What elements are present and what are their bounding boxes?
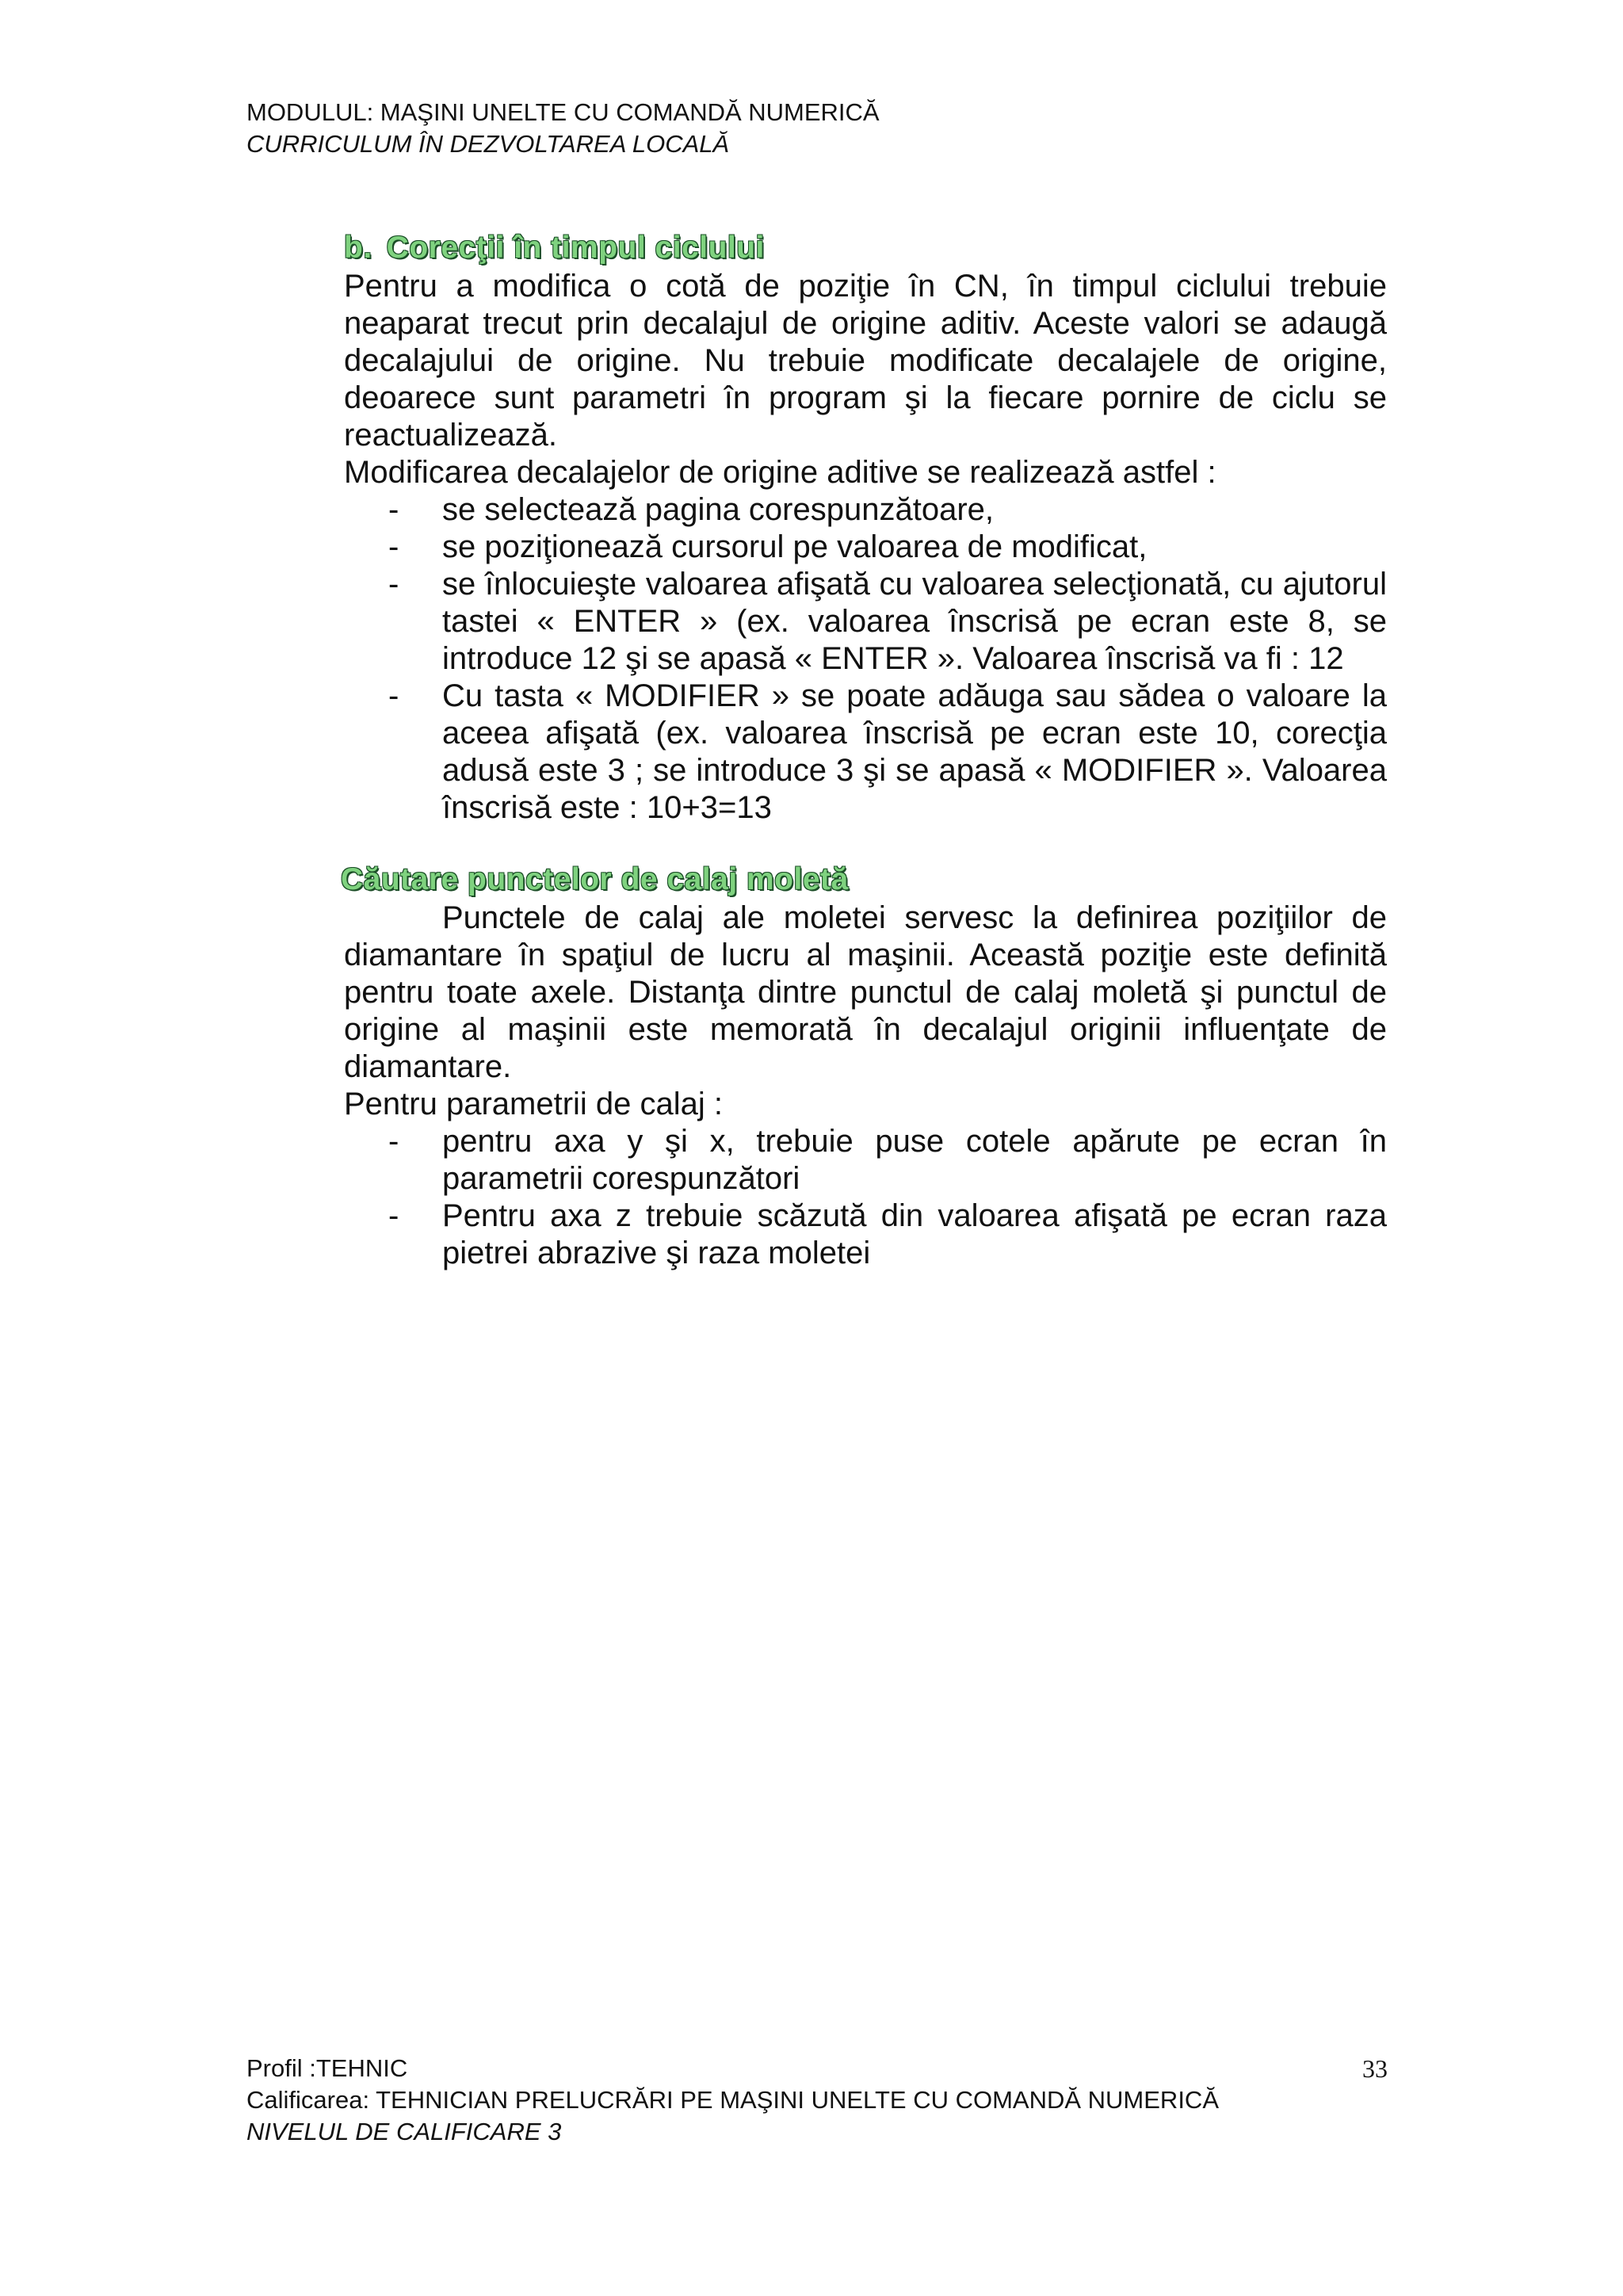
page-number: 33 — [1362, 2054, 1388, 2083]
section-corrections — [344, 228, 1387, 827]
list-item: - Pentru axa z trebuie scăzută din valoarea afişată pe ecran raza pietrei abrazive şi raza moletei — [388, 1198, 1387, 1270]
section-calibration-points — [341, 860, 1387, 1272]
dash-bullet: - — [388, 567, 399, 602]
page-header — [246, 97, 880, 160]
list-item: - se înlocuieşte valoarea afişată cu valoarea selecţionată, cu ajutorul tastei « ENTER » (ex. valoarea înscrisă pe ecran este 8, se introduce 12 şi se apasă « ENTER ». Valoarea înscrisă va fi : 12 — [388, 567, 1387, 676]
dash-bullet: - — [388, 492, 399, 527]
list-item: - se poziţionează cursorul pe valoarea de modificat, — [388, 529, 1148, 564]
section-heading-corrections — [344, 228, 1387, 268]
paragraph-calibration: Punctele de calaj ale moletei servesc la definirea poziţiilor de diamantare în spaţiul de lucru al maşinii. Această poziţie este definită pentru toate axele. Distanţa dintre punctul de calaj moletă şi punctul de origine al maşinii este memorată în decalajul originii influenţate de diamantare. — [344, 900, 1387, 1084]
procedure-list — [344, 491, 1387, 827]
paragraph-parameters: Pentru parametrii de calaj : — [344, 1087, 724, 1121]
dash-bullet: - — [388, 678, 399, 713]
list-item: - se selectează pagina corespunzătoare, — [388, 492, 995, 527]
footer-profile: Profil :TEHNIC — [246, 2054, 408, 2082]
paragraph-intro: Pentru a modifica o cotă de poziţie în CN, în timpul ciclului trebuie neaparat trecut prin decalajul de origine aditiv. Aceste valori se adaugă decalajului de origine. Nu trebuie modificate decalajele de origine, deoarece sunt parametri în program şi la fiecare pornire de ciclu se reactualizează. — [344, 269, 1387, 453]
section-prefix: b. — [344, 231, 372, 265]
dash-bullet: - — [388, 529, 399, 564]
footer-level: NIVELUL DE CALIFICARE 3 — [246, 2118, 562, 2145]
section-heading-calibration: Căutare punctelor de calaj moletă — [341, 862, 849, 896]
header-curriculum-subtitle: CURRICULUM ÎN DEZVOLTAREA LOCALĂ — [246, 130, 730, 158]
list-item: - pentru axa y şi x, trebuie puse cotele apărute pe ecran în parametrii corespunzători — [388, 1124, 1387, 1196]
section-title-text: Corecţii în timpul ciclului — [386, 231, 765, 265]
parameters-list — [344, 1123, 1387, 1272]
page-footer — [246, 2053, 1388, 2148]
list-item: - Cu tasta « MODIFIER » se poate adăuga sau sădea o valoare la aceea afişată (ex. valoarea înscrisă pe ecran este 10, corecţia adusă este 3 ; se introduce 3 şi se apasă « MODIFIER ». Valoarea înscrisă este : 10+3=13 — [388, 678, 1387, 825]
paragraph-procedure: Modificarea decalajelor de origine aditive se realizează astfel : — [344, 455, 1216, 490]
header-module-title: MODULUL: MAŞINI UNELTE CU COMANDĂ NUMERICĂ — [246, 98, 880, 126]
dash-bullet: - — [388, 1124, 399, 1159]
footer-qualification: Calificarea: TEHNICIAN PRELUCRĂRI PE MAŞINI UNELTE CU COMANDĂ NUMERICĂ — [246, 2086, 1219, 2114]
dash-bullet: - — [388, 1198, 399, 1233]
document-body — [341, 228, 1387, 1272]
